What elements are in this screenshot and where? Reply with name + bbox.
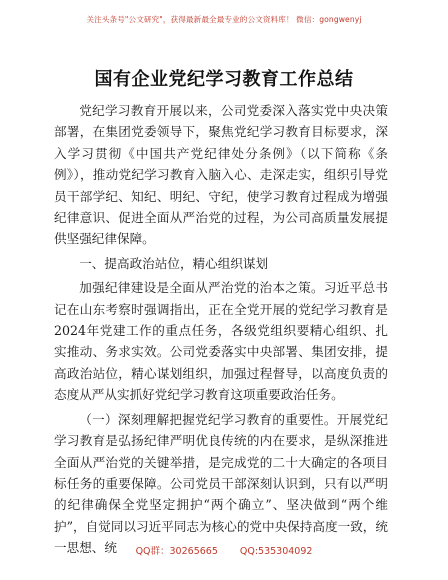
subsection-paragraph: （一）深刻理解把握党纪学习教育的重要性。开展党纪学习教育是弘扬纪律严明优良传统的内在要求，是纵深推进全面从严治党的关键举措，是完成党的二十大确定的各项目标任务的重要保障。公司党员干部深刻认识到，只有以严明的纪律确保全党坚定拥护“两个确立”、坚决做到“两个维护”，自觉同以习近平同志为核心的党中央保持高度一致，统一思想、统 <box>54 411 388 556</box>
document-body <box>54 100 388 559</box>
body-paragraph: 加强纪律建设是全面从严治党的治本之策。习近平总书记在山东考察时强调指出，正在全党开展的党纪学习教育是2024年党建工作的重点任务，各级党组织要精心组织、扎实推动、务求实效。公司党委落实中央部署、集团安排，提高政治站位，精心谋划组织，加强过程督导，以高度负责的态度从严从实抓好党纪学习教育这项重要政治任务。 <box>54 280 388 403</box>
footer-qq: QQ:535304092 <box>239 546 313 557</box>
footer-contact <box>0 543 448 557</box>
footer-qq-group: QQ群：30265665 <box>135 546 218 557</box>
intro-paragraph: 党纪学习教育开展以来，公司党委深入落实党中央决策部署，在集团党委领导下，聚焦党纪学习教育目标要求，深入学习贯彻《中国共产党纪律处分条例》（以下简称《条例》），推动党纪学习教育入脑入心、走深走实，组织引导党员干部学纪、知纪、明纪、守纪，使学习教育过程成为增强纪律意识、促进全面从严治党的过程，为公司高质量发展提供坚强纪律保障。 <box>54 103 388 247</box>
section-heading: 一、提高政治站位，精心组织谋划 <box>79 255 269 271</box>
document-title: 国有企业党纪学习教育工作总结 <box>94 69 354 90</box>
top-banner: 关注头条号"公文研究"，获得最新最全最专业的公文资料库！ 微信：gongwenyj <box>86 15 362 24</box>
